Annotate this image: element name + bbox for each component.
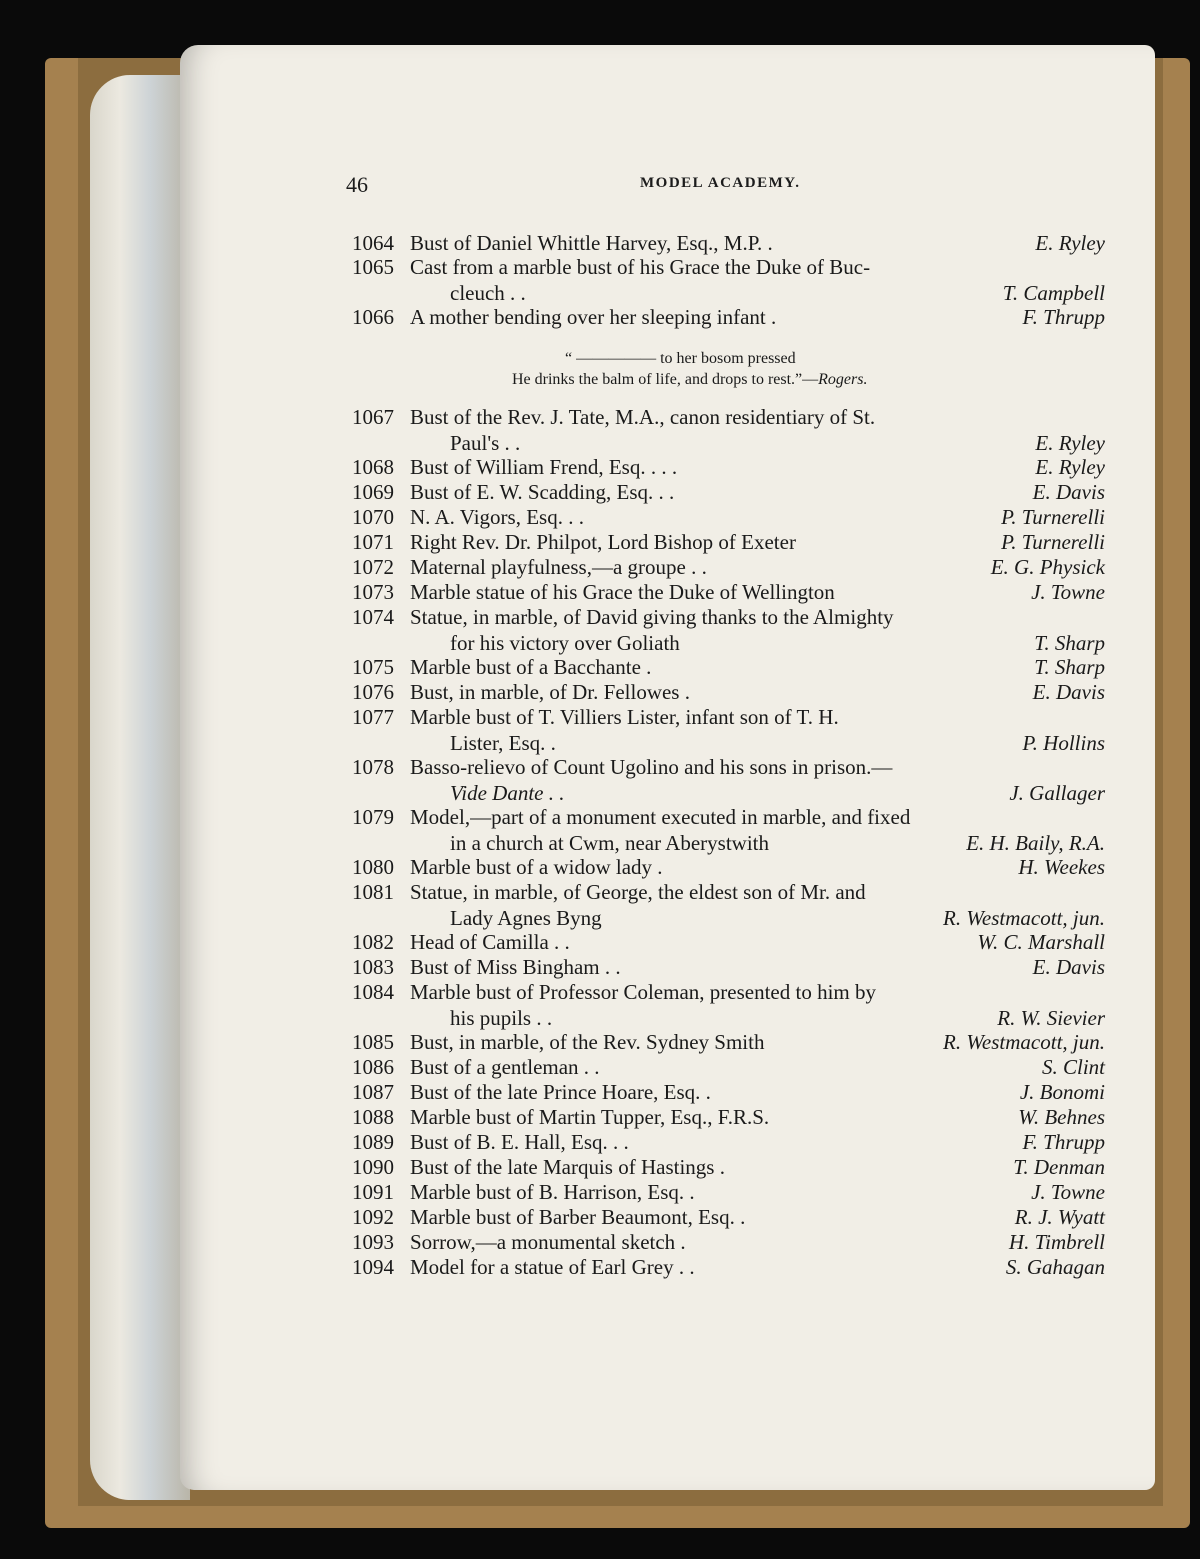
catalogue-entry <box>0 1155 1200 1179</box>
quote-line-1: “ ————— to her bosom pressed <box>565 350 796 367</box>
entry-artist: J. Towne <box>1031 1180 1105 1204</box>
entry-number: 1092 <box>352 1205 394 1229</box>
catalogue-entry <box>0 805 1200 855</box>
entry-title: Maternal playfulness,—a groupe . . <box>410 555 707 579</box>
entry-title: Cast from a marble bust of his Grace the Duke of Buc- <box>410 255 871 279</box>
entry-title: Bust of a gentleman . . <box>410 1055 600 1079</box>
entry-number: 1084 <box>352 980 394 1004</box>
entry-title: Marble bust of Professor Coleman, presented to him by <box>410 980 876 1004</box>
entry-artist: E. H. Baily, R.A. <box>966 831 1105 855</box>
entry-number: 1093 <box>352 1230 394 1254</box>
entry-artist: R. Westmacott, jun. <box>943 1030 1105 1054</box>
entry-title: Marble statue of his Grace the Duke of Wellington <box>410 580 835 604</box>
entry-number: 1066 <box>352 305 394 329</box>
entry-artist: J. Bonomi <box>1019 1080 1105 1104</box>
entry-title: N. A. Vigors, Esq. . . <box>410 505 584 529</box>
entry-artist: J. Gallager <box>1009 781 1105 805</box>
entry-title: Bust of the Rev. J. Tate, M.A., canon residentiary of St. <box>410 405 876 429</box>
running-title: MODEL ACADEMY. <box>640 175 801 191</box>
entry-number: 1068 <box>352 455 394 479</box>
entry-title: Basso-relievo of Count Ugolino and his sons in prison.— <box>410 755 893 779</box>
catalogue-entry <box>0 480 1200 504</box>
entry-title: Bust of William Frend, Esq. . . . <box>410 455 678 479</box>
entry-title-continued: Paul's . . <box>450 431 521 455</box>
page-number: 46 <box>346 172 368 197</box>
entry-title: Bust of the late Marquis of Hastings . <box>410 1155 725 1179</box>
entry-number: 1088 <box>352 1105 394 1129</box>
entry-title-continued: cleuch . . <box>450 281 526 305</box>
entry-title: Bust, in marble, of the Rev. Sydney Smith <box>410 1030 765 1054</box>
entry-number: 1075 <box>352 655 394 679</box>
entry-artist: F. Thrupp <box>1022 1130 1105 1154</box>
catalogue-entry <box>0 1055 1200 1079</box>
entry-number: 1072 <box>352 555 394 579</box>
catalogue-entry <box>0 655 1200 679</box>
catalogue-entry <box>0 405 1200 455</box>
catalogue-entry <box>0 255 1200 305</box>
entry-title: Model for a statue of Earl Grey . . <box>410 1255 695 1279</box>
entry-artist: E. Ryley <box>1035 431 1105 455</box>
entry-title-continued: Vide Dante . . <box>450 781 565 805</box>
entry-title-continued: Lady Agnes Byng <box>450 906 602 930</box>
entry-title: A mother bending over her sleeping infant . <box>410 305 777 329</box>
entry-number: 1073 <box>352 580 394 604</box>
entry-title-continued: his pupils . . <box>450 1006 553 1030</box>
entry-number: 1090 <box>352 1155 394 1179</box>
entry-title-continued: in a church at Cwm, near Aberystwith <box>450 831 769 855</box>
catalogue-entry <box>0 930 1200 954</box>
catalogue-entry <box>0 1105 1200 1129</box>
catalogue-entry <box>0 1205 1200 1229</box>
entry-title: Marble bust of a Bacchante . <box>410 655 652 679</box>
entry-title: Bust, in marble, of Dr. Fellowes . <box>410 680 690 704</box>
entry-artist: E. Davis <box>1032 680 1105 704</box>
entry-artist: H. Timbrell <box>1008 1230 1105 1254</box>
entry-artist: T. Sharp <box>1034 655 1105 679</box>
entry-title: Marble bust of Martin Tupper, Esq., F.R.S. <box>410 1105 770 1129</box>
entry-number: 1065 <box>352 255 394 279</box>
catalogue-entry <box>0 305 1200 329</box>
entry-number: 1085 <box>352 1030 394 1054</box>
entry-number: 1067 <box>352 405 394 429</box>
catalogue-entry <box>0 705 1200 755</box>
entry-artist: R. W. Sievier <box>997 1006 1105 1030</box>
catalogue-entry <box>0 455 1200 479</box>
entry-artist: E. Ryley <box>1035 231 1105 255</box>
entry-artist: H. Weekes <box>1018 855 1105 879</box>
catalogue-entry <box>0 505 1200 529</box>
entry-artist: E. G. Physick <box>990 555 1105 579</box>
entry-title: Statue, in marble, of David giving thanks to the Almighty <box>410 605 894 629</box>
quote-line-2 <box>512 371 867 389</box>
entry-artist: T. Denman <box>1013 1155 1105 1179</box>
entry-number: 1083 <box>352 955 394 979</box>
catalogue-entry <box>0 980 1200 1030</box>
entry-number: 1087 <box>352 1080 394 1104</box>
entry-title: Marble bust of a widow lady . <box>410 855 663 879</box>
catalogue-entry <box>0 605 1200 655</box>
catalogue-entry <box>0 530 1200 554</box>
catalogue-entry <box>0 680 1200 704</box>
entry-title: Marble bust of B. Harrison, Esq. . <box>410 1180 695 1204</box>
entry-number: 1094 <box>352 1255 394 1279</box>
entry-number: 1071 <box>352 530 394 554</box>
entry-title: Model,—part of a monument executed in marble, and fixed <box>410 805 911 829</box>
entry-number: 1069 <box>352 480 394 504</box>
entry-artist: S. Clint <box>1041 1055 1105 1079</box>
entry-artist: R. J. Wyatt <box>1014 1205 1105 1229</box>
entry-artist: E. Davis <box>1032 955 1105 979</box>
entry-title: Marble bust of T. Villiers Lister, infant son of T. H. <box>410 705 839 729</box>
entry-artist: P. Hollins <box>1022 731 1105 755</box>
catalogue-entry <box>0 880 1200 930</box>
entry-artist: J. Towne <box>1031 580 1105 604</box>
entry-title: Bust of the late Prince Hoare, Esq. . <box>410 1080 711 1104</box>
catalogue-entry <box>0 1255 1200 1279</box>
catalogue-entry <box>0 955 1200 979</box>
entry-number: 1077 <box>352 705 394 729</box>
entry-artist: R. Westmacott, jun. <box>943 906 1105 930</box>
catalogue-entry <box>0 555 1200 579</box>
entry-number: 1076 <box>352 680 394 704</box>
entry-title: Bust of Miss Bingham . . <box>410 955 621 979</box>
entry-artist: T. Campbell <box>1002 281 1105 305</box>
catalogue-entry <box>0 1030 1200 1054</box>
entry-number: 1086 <box>352 1055 394 1079</box>
entry-number: 1082 <box>352 930 394 954</box>
catalogue-entry <box>0 231 1200 255</box>
entry-artist: E. Davis <box>1032 480 1105 504</box>
entry-number: 1081 <box>352 880 394 904</box>
entry-title: Sorrow,—a monumental sketch . <box>410 1230 686 1254</box>
catalogue-entry <box>0 1180 1200 1204</box>
entry-title: Head of Camilla . . <box>410 930 570 954</box>
entry-artist: P. Turnerelli <box>1001 530 1105 554</box>
entry-number: 1070 <box>352 505 394 529</box>
entry-title: Statue, in marble, of George, the eldest son of Mr. and <box>410 880 866 904</box>
catalogue-entry <box>0 1080 1200 1104</box>
entry-title: Bust of Daniel Whittle Harvey, Esq., M.P. . <box>410 231 773 255</box>
entry-title: Bust of E. W. Scadding, Esq. . . <box>410 480 675 504</box>
entry-number: 1080 <box>352 855 394 879</box>
entry-title: Right Rev. Dr. Philpot, Lord Bishop of Exeter <box>410 530 796 554</box>
catalogue-entry <box>0 1130 1200 1154</box>
entry-artist: S. Gahagan <box>1005 1255 1105 1279</box>
entry-title-continued: Lister, Esq. . <box>450 731 556 755</box>
entry-artist: W. C. Marshall <box>977 930 1105 954</box>
entry-number: 1089 <box>352 1130 394 1154</box>
catalogue-entry <box>0 580 1200 604</box>
catalogue-entry <box>0 755 1200 805</box>
entry-number: 1091 <box>352 1180 394 1204</box>
entry-artist: P. Turnerelli <box>1001 505 1105 529</box>
catalogue-entry <box>0 1230 1200 1254</box>
entry-artist: E. Ryley <box>1035 455 1105 479</box>
entry-artist: F. Thrupp <box>1022 305 1105 329</box>
entry-number: 1079 <box>352 805 394 829</box>
entry-title: Bust of B. E. Hall, Esq. . . <box>410 1130 629 1154</box>
entry-title-continued: for his victory over Goliath <box>450 631 680 655</box>
entry-artist: W. Behnes <box>1018 1105 1105 1129</box>
quote-text: He drinks the balm of life, and drops to rest.”— <box>512 371 819 388</box>
entry-title: Marble bust of Barber Beaumont, Esq. . <box>410 1205 746 1229</box>
quote-source: Rogers. <box>818 371 868 388</box>
entry-number: 1074 <box>352 605 394 629</box>
entry-number: 1078 <box>352 755 394 779</box>
entry-number: 1064 <box>352 231 394 255</box>
entry-artist: T. Sharp <box>1034 631 1105 655</box>
catalogue-entry <box>0 855 1200 879</box>
